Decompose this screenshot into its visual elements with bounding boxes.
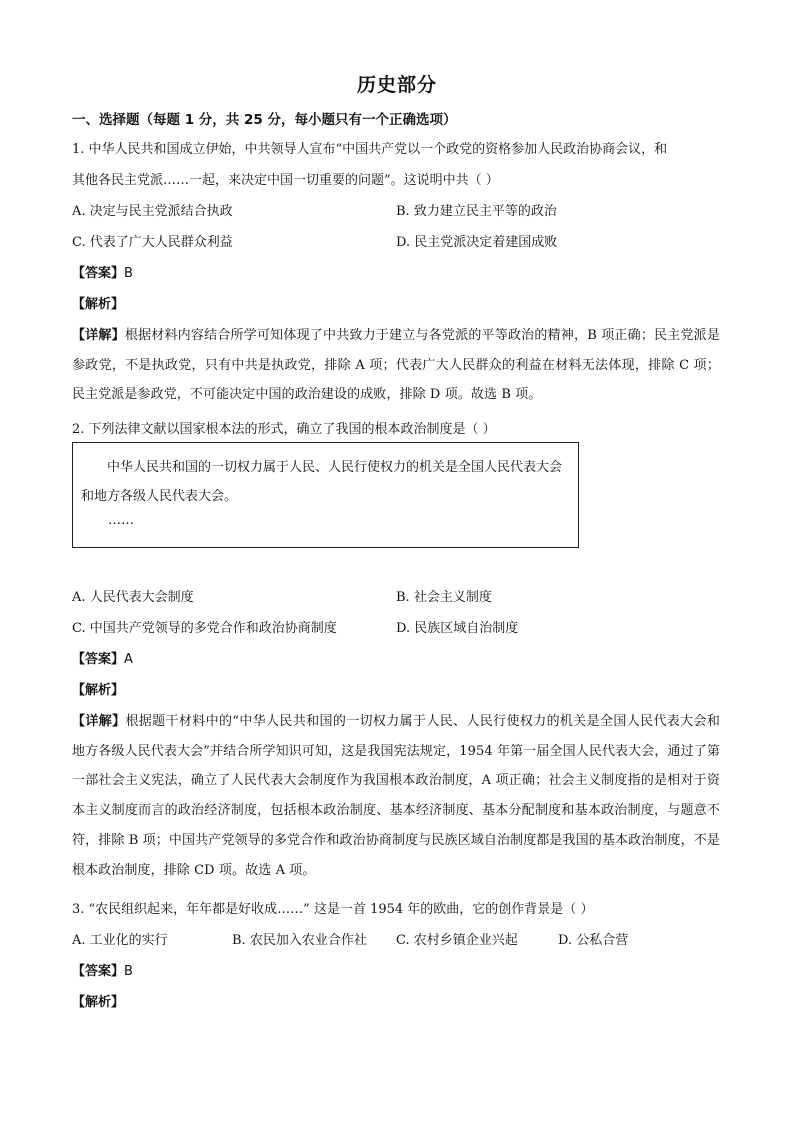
q3-option-a: A. 工业化的实行 <box>72 933 168 948</box>
q2-answer-value: A <box>124 652 133 667</box>
q2-quote-box <box>72 442 579 548</box>
q1-option-c: C. 代表了广大人民群众利益 <box>72 235 233 250</box>
q3-answer <box>72 962 133 982</box>
detail-label: 【详解】 <box>72 328 125 343</box>
q3-option-d: D. 公私合营 <box>558 933 629 948</box>
q3-stem-line-1: 3. “农民组织起来，年年都是好收成……” 这是一首 1954 年的欧曲，它的创作背景是（ ） <box>72 902 594 917</box>
analysis-label: 【解析】 <box>72 683 125 698</box>
analysis-label: 【解析】 <box>72 297 125 312</box>
q1-detail-text: 根据材料内容结合所学可知体现了中共致力于建立与各党派的平等政治的精神，B 项正确；民主党派是参政党，不是执政党，只有中共是执政党，排除 A 项；代表广大人民群众的利益在材料无法体现，排除 C 项；民主党派是参政党，不可能决定中国的政治建设的成败，排除 D 项。故选 B 项。 <box>72 328 720 403</box>
q1-detail <box>72 321 720 410</box>
q1-stem-line-1: 1. 中华人民共和国成立伊始，中共领导人宣布“中国共产党以一个政党的资格参加人民政治协商会议，和 <box>72 142 668 157</box>
q1-analysis <box>72 295 124 315</box>
q1-stem-line-2: 其他各民主党派……一起，来决定中国一切重要的问题”。这说明中共（ ） <box>72 173 499 188</box>
q2-quote-ellipsis: …… <box>108 513 134 528</box>
q2-quote-text: 中华人民共和国的一切权力属于人民、人民行使权力的机关是全国人民代表大会和地方各级人民代表大会。 <box>81 460 563 504</box>
analysis-label: 【解析】 <box>72 995 125 1010</box>
page-title: 历史部分 <box>356 74 437 96</box>
answer-label: 【答案】 <box>72 652 125 667</box>
q2-detail <box>72 707 720 885</box>
q3-analysis <box>72 993 124 1013</box>
q2-option-b: B. 社会主义制度 <box>396 590 492 605</box>
section-heading: 一、选择题（每题 1 分，共 25 分，每小题只有一个正确选项） <box>72 112 457 128</box>
q1-option-a: A. 决定与民主党派结合执政 <box>72 204 233 219</box>
q2-stem-line-1: 2. 下列法律文献以国家根本法的形式，确立了我国的根本政治制度是（ ） <box>72 422 496 437</box>
q3-option-b: B. 农民加入农业合作社 <box>232 933 367 948</box>
q3-answer-value: B <box>124 964 133 979</box>
q2-analysis <box>72 681 124 701</box>
answer-label: 【答案】 <box>72 266 125 281</box>
q1-answer <box>72 264 133 284</box>
q2-option-a: A. 人民代表大会制度 <box>72 590 194 605</box>
q1-option-d: D. 民主党派决定着建国成败 <box>396 235 558 250</box>
q2-detail-text: 根据题干材料中的“中华人民共和国的一切权力属于人民、人民行使权力的机关是全国人民代表大会和地方各级人民代表大会”并结合所学知识可知，这是我国宪法规定，1954 年第一届全国人民代表大会，通过了第一部社会主义宪法，确立了人民代表大会制度作为我国根本政治制度，A 项正确；社会主义制度指的是相对于资本主义制度而言的政治经济制度，包括根本政治制度、基本经济制度、基本分配制度和基本政治制度，与题意不符，排除 B 项；中国共产党领导的多党合作和政治协商制度与民族区域自治制度都是我国的基本政治制度，不是根本政治制度，排除 CD 项。故选 A 项。 <box>72 714 720 878</box>
q2-option-c: C. 中国共产党领导的多党合作和政治协商制度 <box>72 621 337 636</box>
q1-option-b: B. 致力建立民主平等的政治 <box>396 204 557 219</box>
q1-answer-value: B <box>124 266 133 281</box>
q2-answer <box>72 650 133 670</box>
q2-option-d: D. 民族区域自治制度 <box>396 621 519 636</box>
answer-label: 【答案】 <box>72 964 125 979</box>
detail-label: 【详解】 <box>72 714 126 729</box>
q3-option-c: C. 农村乡镇企业兴起 <box>396 933 518 948</box>
